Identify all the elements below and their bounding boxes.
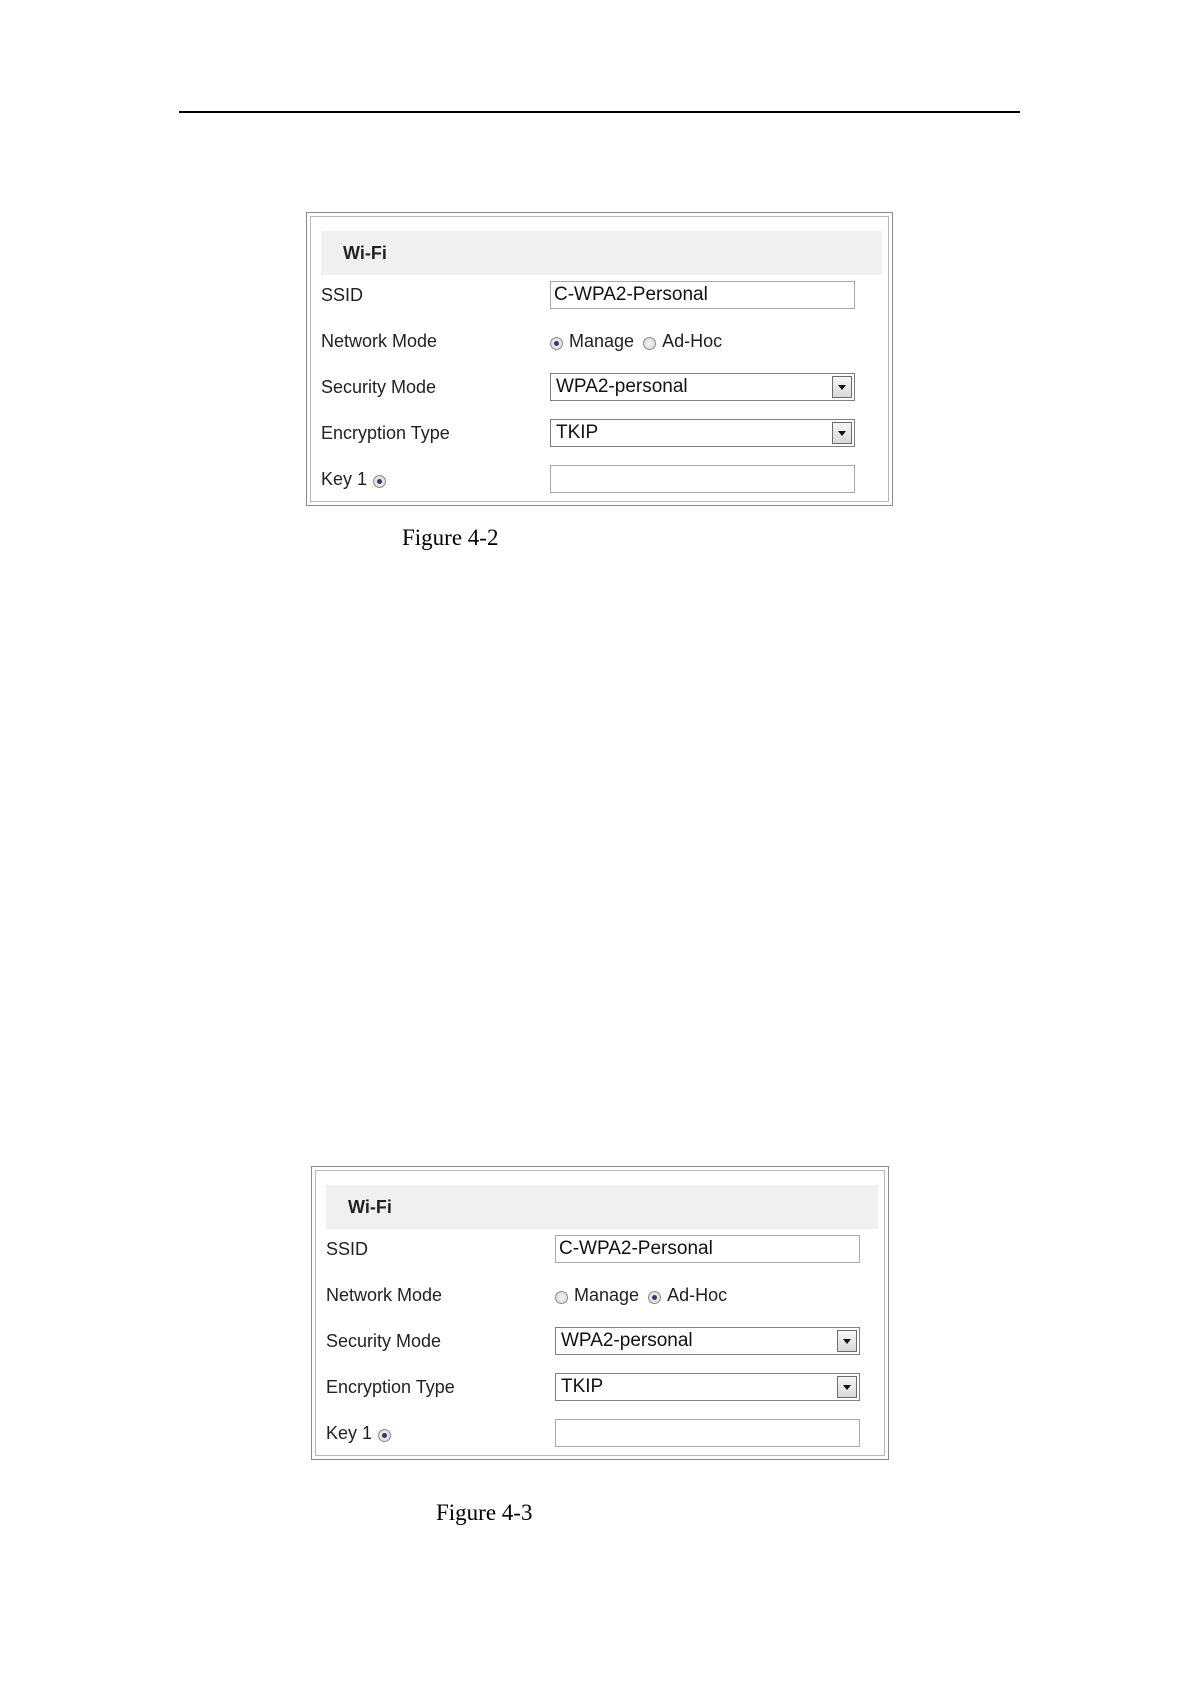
ssid-row bbox=[321, 275, 882, 315]
security-mode-row bbox=[321, 367, 882, 407]
network-mode-row bbox=[321, 321, 882, 361]
security-mode-row bbox=[326, 1321, 878, 1361]
encryption-type-select[interactable] bbox=[555, 1373, 860, 1401]
key-1-radio[interactable] bbox=[378, 1429, 391, 1442]
encryption-type-select[interactable] bbox=[550, 419, 855, 447]
security-mode-select[interactable] bbox=[550, 373, 855, 401]
key-label-wrap bbox=[321, 459, 386, 499]
chevron-down-icon[interactable] bbox=[832, 422, 852, 444]
encryption-type-row bbox=[326, 1367, 878, 1407]
key-row bbox=[321, 459, 882, 499]
encryption-type-label: Encryption Type bbox=[321, 423, 450, 443]
manage-radio-label: Manage bbox=[569, 331, 635, 351]
security-mode-select[interactable] bbox=[555, 1327, 860, 1355]
network-mode-row bbox=[326, 1275, 878, 1315]
encryption-type-value: TKIP bbox=[561, 1376, 604, 1397]
encryption-type-row bbox=[321, 413, 882, 453]
chevron-down-icon[interactable] bbox=[832, 376, 852, 398]
key-label: Key 1 bbox=[321, 469, 368, 489]
network-mode-label: Network Mode bbox=[321, 331, 438, 351]
chevron-down-icon[interactable] bbox=[837, 1376, 857, 1398]
key-label-wrap bbox=[326, 1413, 391, 1453]
ssid-row bbox=[326, 1229, 878, 1269]
header-rule bbox=[179, 111, 1020, 113]
adhoc-radio[interactable] bbox=[648, 1291, 661, 1304]
wifi-settings-panel-figure-4-2 bbox=[306, 212, 893, 506]
adhoc-radio[interactable] bbox=[643, 337, 656, 350]
adhoc-radio-label: Ad-Hoc bbox=[667, 1285, 728, 1305]
manage-radio[interactable] bbox=[550, 337, 563, 350]
key-1-input[interactable] bbox=[550, 465, 855, 493]
wifi-panel-inner bbox=[315, 1170, 885, 1456]
wifi-settings-panel-figure-4-3 bbox=[311, 1166, 889, 1460]
encryption-type-value: TKIP bbox=[556, 422, 599, 443]
chevron-down-icon[interactable] bbox=[837, 1330, 857, 1352]
panel-title: Wi-Fi bbox=[321, 231, 882, 275]
ssid-input[interactable]: C-WPA2-Personal bbox=[550, 281, 855, 309]
security-mode-label: Security Mode bbox=[321, 377, 437, 397]
network-mode-radio-group bbox=[550, 321, 726, 361]
encryption-type-label: Encryption Type bbox=[326, 1377, 455, 1397]
manage-radio[interactable] bbox=[555, 1291, 568, 1304]
key-1-radio[interactable] bbox=[373, 475, 386, 488]
figure-caption: Figure 4-3 bbox=[436, 1500, 533, 1525]
ssid-label: SSID bbox=[326, 1239, 369, 1259]
adhoc-radio-label: Ad-Hoc bbox=[662, 331, 723, 351]
key-row bbox=[326, 1413, 878, 1453]
figure-caption: Figure 4-2 bbox=[402, 525, 499, 550]
wifi-panel-inner bbox=[310, 216, 889, 502]
security-mode-label: Security Mode bbox=[326, 1331, 442, 1351]
panel-title: Wi-Fi bbox=[326, 1185, 878, 1229]
network-mode-label: Network Mode bbox=[326, 1285, 443, 1305]
ssid-input[interactable]: C-WPA2-Personal bbox=[555, 1235, 860, 1263]
network-mode-radio-group bbox=[555, 1275, 731, 1315]
security-mode-value: WPA2-personal bbox=[556, 376, 688, 397]
security-mode-value: WPA2-personal bbox=[561, 1330, 693, 1351]
ssid-label: SSID bbox=[321, 285, 364, 305]
key-1-input[interactable] bbox=[555, 1419, 860, 1447]
manage-radio-label: Manage bbox=[574, 1285, 640, 1305]
key-label: Key 1 bbox=[326, 1423, 373, 1443]
